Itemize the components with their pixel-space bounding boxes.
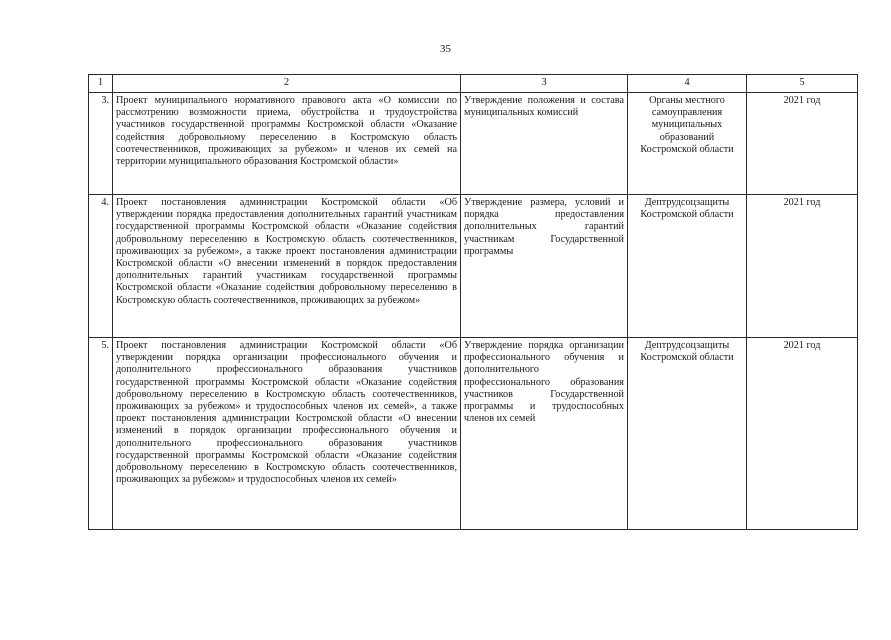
row-description: Утверждение положения и состава муниципальных комиссий xyxy=(461,93,628,195)
table-row xyxy=(89,338,858,530)
row-description: Утверждение размера, условий и порядка предоставления дополнительных гарантий участникам Государственной программы xyxy=(461,195,628,338)
table-row xyxy=(89,93,858,195)
row-project-title: Проект постановления администрации Костромской области «Об утверждении порядка предоставления дополнительных гарантий участникам государственной программы Костромской области «Оказание содействия добровольному переселению в Костромскую область соотечественников, проживающих за рубежом», а также проект постановления администрации Костромской области «О внесении изменений в порядок предоставления дополнительных гарантий участникам государственной программы Костромской области «Оказание содействия добровольному переселению в Костромскую область соотечественников, проживающих за рубежом» xyxy=(113,195,461,338)
row-description: Утверждение порядка организации профессионального обучения и дополнительного профессионального образования участников Государственной программы и трудоспособных членов их семей xyxy=(461,338,628,530)
row-term: 2021 год xyxy=(747,93,858,195)
page-number: 35 xyxy=(440,43,451,55)
header-col-5: 5 xyxy=(747,75,858,93)
table-header-row xyxy=(89,75,858,93)
header-col-1: 1 xyxy=(89,75,113,93)
row-number: 4. xyxy=(89,195,113,338)
header-col-4: 4 xyxy=(628,75,747,93)
header-col-3: 3 xyxy=(461,75,628,93)
row-executor: Дептрудсоцзащиты Костромской области xyxy=(628,195,747,338)
table-row xyxy=(89,195,858,338)
row-number: 5. xyxy=(89,338,113,530)
header-col-2: 2 xyxy=(113,75,461,93)
measures-table xyxy=(88,74,858,530)
row-executor: Органы местного самоуправления муниципальных образований Костромской области xyxy=(628,93,747,195)
row-project-title: Проект муниципального нормативного правового акта «О комиссии по рассмотрению возможности приема, обустройства и трудоустройства участников государственной программы Костромской области «Оказание содействия добровольному переселению в Костромскую область соотечественников, проживающих за рубежом» и членов их семей на территории муниципального образования Костромской области» xyxy=(113,93,461,195)
row-term: 2021 год xyxy=(747,338,858,530)
row-term: 2021 год xyxy=(747,195,858,338)
row-executor: Дептрудсоцзащиты Костромской области xyxy=(628,338,747,530)
row-number: 3. xyxy=(89,93,113,195)
row-project-title: Проект постановления администрации Костромской области «Об утверждении порядка организации профессионального обучения и дополнительного профессионального образования участников государственной программы Костромской области «Оказание содействия добровольному переселению в Костромскую область соотечественников, проживающих за рубежом» и трудоспособных членов их семей», а также проект постановления администрации Костромской области «О внесении изменений в порядок организации профессионального обучения и дополнительного профессионального образования участников государственной программы Костромской области «Оказание содействия добровольному переселению в Костромскую область соотечественников, проживающих за рубежом» и трудоспособных членов их семей» xyxy=(113,338,461,530)
